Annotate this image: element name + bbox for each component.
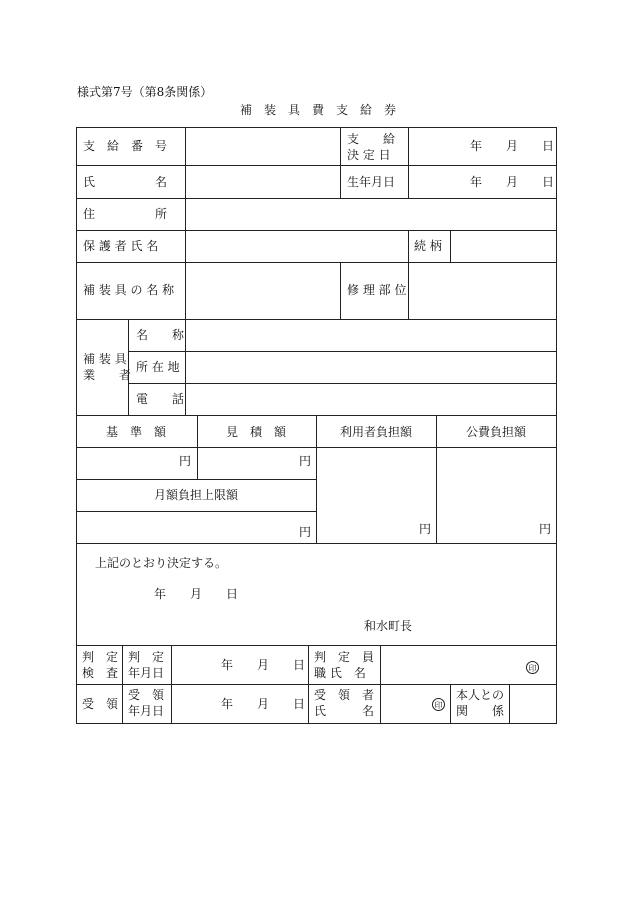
receiver-label-1: 受 領 者 (314, 688, 375, 702)
decision-date-label-1: 支 給 (347, 132, 396, 146)
repair-part-label: 修 理 部 位 (347, 283, 407, 297)
decision-date-label-2: 決 定 日 (347, 148, 391, 162)
address-label: 住 所 (83, 207, 168, 221)
guardian-name-label: 保 護 者 氏 名 (83, 239, 159, 253)
vendor-location-label: 所 在 地 (136, 360, 180, 374)
user-burden-yen: 円 (419, 522, 432, 536)
receipt-date-value: 年 月 日 (221, 697, 306, 711)
estimate-amount-yen: 円 (299, 454, 312, 468)
judgment-label-2: 検 査 (82, 666, 119, 680)
vendor-group-label-2: 業 者 (83, 368, 132, 382)
receiver-label-2: 氏 名 (314, 704, 375, 718)
issuer-name: 和水町長 (364, 619, 413, 633)
relation-label-2: 関 係 (456, 704, 505, 718)
standard-amount-label: 基 準 額 (106, 425, 167, 439)
device-name-label: 補 装 具 の 名 称 (83, 283, 175, 297)
public-burden-label: 公費負担額 (466, 425, 527, 439)
standard-amount-yen: 円 (179, 454, 192, 468)
decision-date: 年 月 日 (154, 587, 239, 601)
form-number: 様式第7号（第8条関係） (77, 85, 213, 99)
judge-official-label-1: 判 定 員 (314, 650, 375, 664)
receipt-date-label-1: 受 領 (128, 688, 165, 702)
page-title: 補 装 具 費 支 給 券 (240, 103, 397, 117)
receipt-label: 受 領 (82, 697, 119, 711)
payment-number-label: 支 給 番 号 (83, 139, 168, 153)
judgment-date-label-1: 判 定 (128, 650, 165, 664)
judgment-date-label-2: 年月日 (128, 666, 165, 680)
vendor-phone-label: 電 話 (136, 392, 185, 406)
vendor-group-label-1: 補 装 具 (83, 352, 127, 366)
monthly-cap-label: 月額負担上限額 (154, 488, 239, 502)
estimate-amount-label: 見 積 額 (226, 425, 287, 439)
decision-date-value: 年 月 日 (470, 139, 555, 153)
user-burden-label: 利用者負担額 (340, 425, 413, 439)
receipt-date-label-2: 年月日 (128, 704, 165, 718)
public-burden-yen: 円 (539, 522, 552, 536)
judge-official-label-2: 職 氏 名 (314, 666, 366, 680)
decision-statement: 上記のとおり決定する。 (95, 556, 228, 570)
birth-date-label: 生年月日 (347, 175, 396, 189)
receiver-seal-icon: 印 (432, 698, 445, 711)
relation-label-1: 本人との (456, 688, 505, 702)
name-label: 氏 名 (83, 175, 168, 189)
judgment-date-value: 年 月 日 (221, 658, 306, 672)
relationship-label: 続 柄 (414, 239, 442, 253)
judgment-label-1: 判 定 (82, 650, 119, 664)
vendor-name-label: 名 称 (136, 328, 185, 342)
monthly-cap-yen: 円 (299, 525, 312, 539)
judge-seal-icon: 印 (526, 661, 539, 674)
birth-date-value: 年 月 日 (470, 175, 555, 189)
